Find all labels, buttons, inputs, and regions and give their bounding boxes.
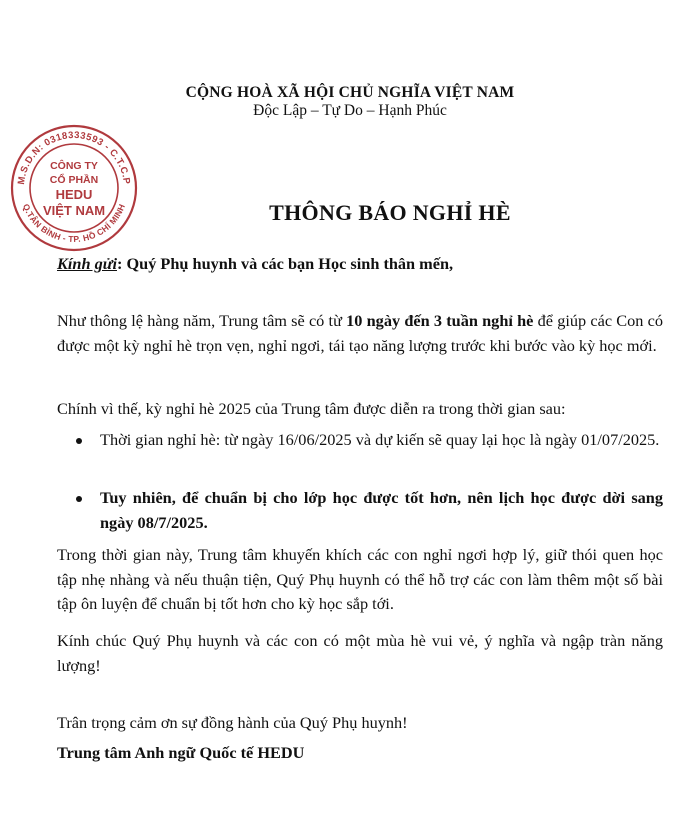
paragraph-wishes: Kính chúc Quý Phụ huynh và các con có một mùa hè vui vẻ, ý nghĩa và ngập tràn năng lượng! [57, 631, 663, 675]
paragraph-intro-text-2: để giúp các Con có được một kỳ nghỉ hè trọn vẹn, nghỉ ngơi, tái tạo năng lượng trước khi bước vào kỳ học mới. [57, 311, 664, 355]
stamp-line-2: CỔ PHẦN [49, 174, 99, 186]
greeting-text: : Quý Phụ huynh và các bạn Học sinh thân mến, [116, 254, 454, 273]
stamp-seal-icon [8, 122, 140, 254]
stamp-ring-top: M.S.D.N: 0318333593 - C.T.C.P [16, 129, 132, 186]
signature: Trung tâm Anh ngữ Quốc tế HEDU [57, 743, 305, 762]
greeting [57, 252, 663, 277]
bullet-dot-icon [76, 496, 82, 502]
paragraph-intro-text-1: Như thông lệ hàng năm, Trung tâm sẽ có từ [57, 311, 347, 330]
national-motto: Độc Lập – Tự Do – Hạnh Phúc [253, 102, 447, 119]
stamp-line-3: HEDU [55, 187, 93, 202]
paragraph-closing: Trân trọng cảm ơn sự đồng hành của Quý Phụ huynh! [57, 713, 408, 732]
list-item: Tuy nhiên, để chuẩn bị cho lớp học được tốt hơn, nên lịch học được dời sang ngày 08/7/2025. [100, 488, 663, 532]
paragraph-intro-highlight: 10 ngày đến 3 tuần nghỉ hè [346, 311, 534, 330]
greeting-lead: Kính gửi [57, 254, 117, 273]
paragraph-intro [57, 309, 663, 358]
page-title: THÔNG BÁO NGHỈ HÈ [269, 200, 511, 225]
paragraph-schedule-intro: Chính vì thế, kỳ nghỉ hè 2025 của Trung tâm được diễn ra trong thời gian sau: [57, 399, 566, 418]
stamp-line-1: CÔNG TY [50, 160, 98, 172]
stamp-line-4: VIỆT NAM [42, 203, 106, 218]
bullet-dot-icon [76, 438, 82, 444]
list-item: Thời gian nghỉ hè: từ ngày 16/06/2025 và dự kiến sẽ quay lại học là ngày 01/07/2025. [100, 430, 660, 449]
paragraph-advice: Trong thời gian này, Trung tâm khuyến khích các con nghỉ ngơi hợp lý, giữ thói quen học tập nhẹ nhàng và nếu thuận tiện, Quý Phụ huynh có thể hỗ trợ các con làm thêm một số bài tập ôn luyện để chuẩn bị tốt hơn cho kỳ học sắp tới. [57, 545, 663, 613]
company-stamp [8, 122, 140, 254]
national-heading: CỘNG HOÀ XÃ HỘI CHỦ NGHĨA VIỆT NAM [185, 84, 515, 101]
stamp-ring-bottom: Q.TÂN BÌNH - TP. HỒ CHÍ MINH [20, 202, 128, 245]
